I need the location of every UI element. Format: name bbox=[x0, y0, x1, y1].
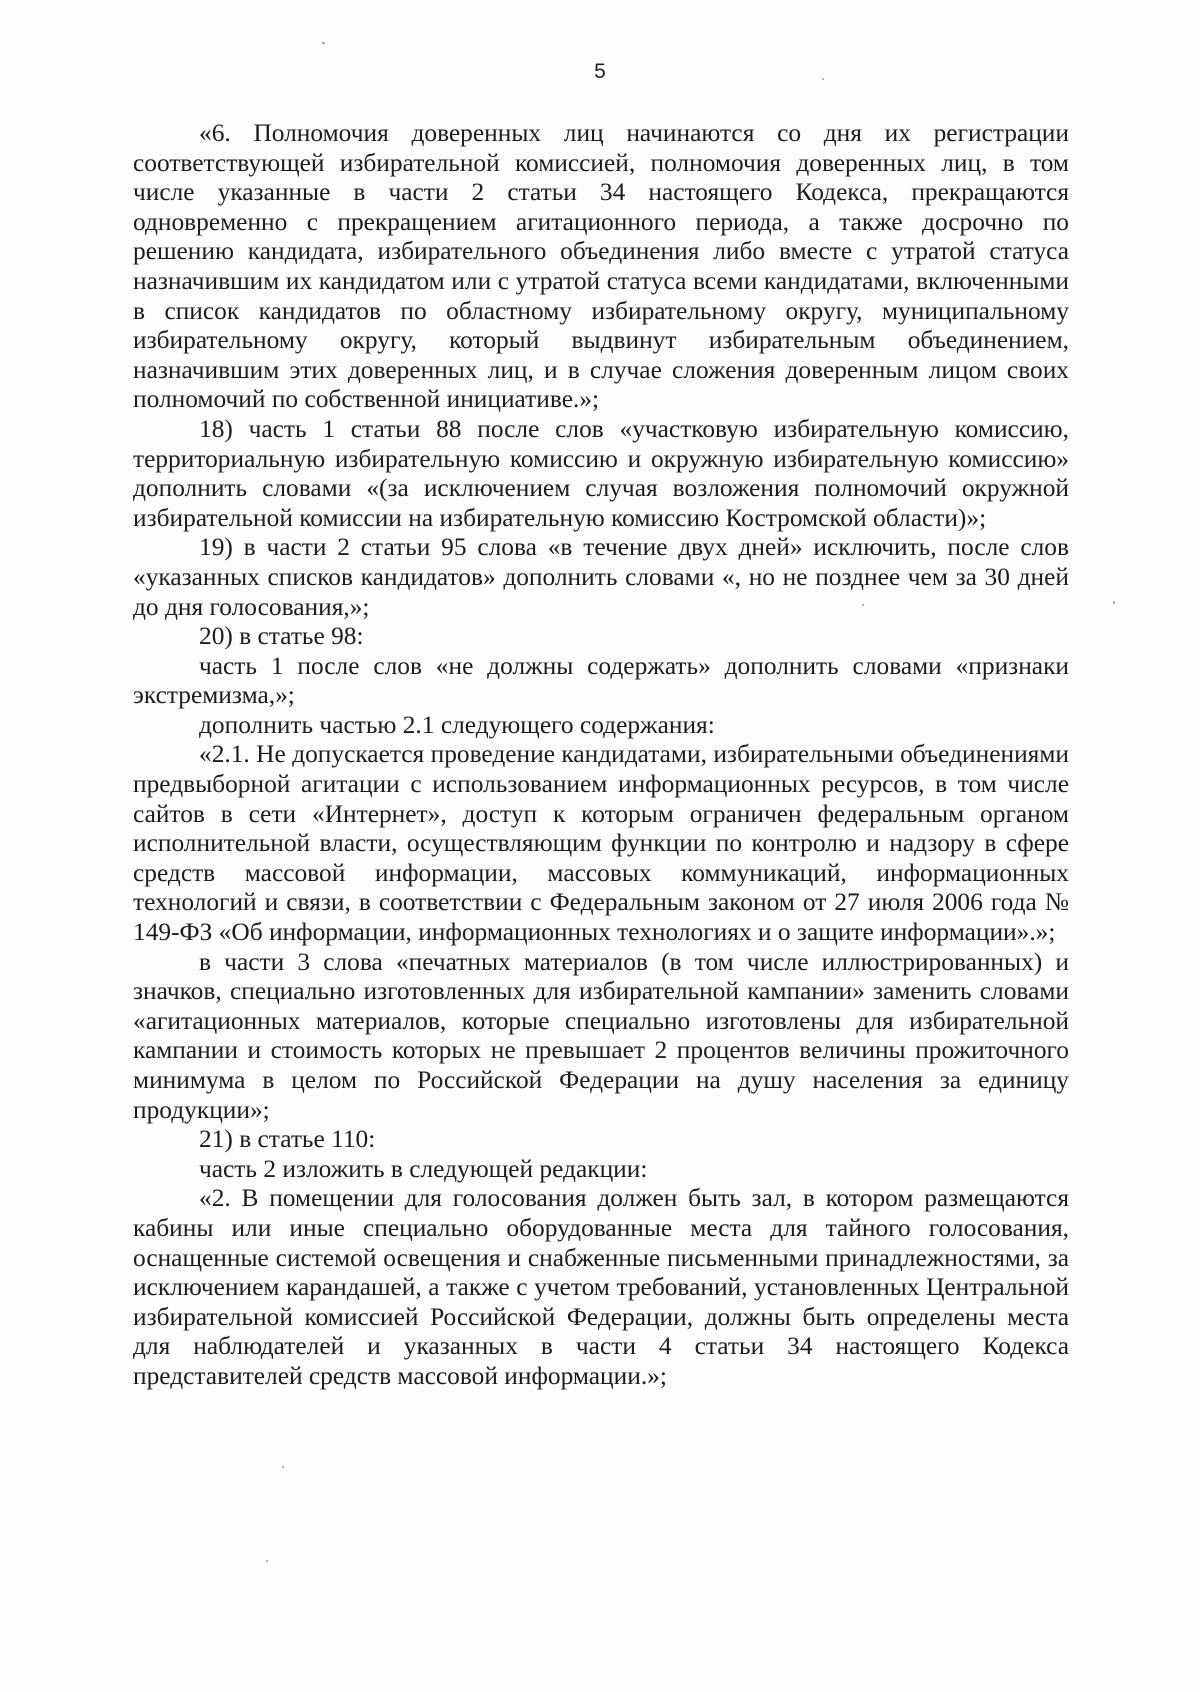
scan-speck bbox=[822, 78, 824, 80]
paragraph-part-2-article-110-text: «2. В помещении для голосования должен быть зал, в котором размещаются кабины или иные специально оборудованные места для тайного голосования, оснащенные системой освещения и снабженные письменными принадлежностями, за исключением карандашей, а также с учетом требований, установленных Центральной избирательной комиссией Российской Федерации, должны быть определены места для наблюдателей и указанных в части 4 статьи 34 настоящего Кодекса представителей средств массовой информации.»; bbox=[133, 1184, 1069, 1390]
paragraph-add-part-2-1: дополнить частью 2.1 следующего содержания: bbox=[199, 710, 715, 739]
paragraph-item-20: 20) в статье 98: bbox=[199, 622, 364, 651]
paragraph-part-1-article-98: часть 1 после слов «не должны содержать» дополнить словами «признаки экстремизма,»; bbox=[133, 651, 1069, 710]
scan-speck bbox=[266, 1560, 268, 1562]
page-number: 5 bbox=[594, 60, 606, 83]
paragraph-item-19: 19) в части 2 статьи 95 слова «в течение двух дней» исключить, после слов «указанных списков кандидатов» дополнить словами «, но не позднее чем за 30 дней до дня голосования,»; bbox=[133, 533, 1069, 621]
document-body bbox=[133, 119, 1069, 1392]
paragraph-item-21: 21) в статье 110: bbox=[199, 1125, 376, 1154]
scan-speck bbox=[862, 604, 864, 606]
scan-speck bbox=[282, 1466, 284, 1468]
paragraph-doverennye-litsa: «6. Полномочия доверенных лиц начинаются со дня их регистрации соответствующей избирательной комиссией, полномочия доверенных лиц, в том числе указанные в части 2 статьи 34 настоящего Кодекса, прекращаются одновременно с прекращением агитационного периода, а также досрочно по решению кандидата, избирательного объединения либо вместе с утратой статуса назначившим их кандидатом или с утратой статуса всеми кандидатами, включенными в список кандидатов по областному избирательному округу, муниципальному избирательному округу, который выдвинут избирательным объединением, назначившим этих доверенных лиц, и в случае сложения доверенным лицом своих полномочий по собственной инициативе.»; bbox=[133, 119, 1069, 414]
paragraph-item-18: 18) часть 1 статьи 88 после слов «участковую избирательную комиссию, территориальную избирательную комиссию и окружную избирательную комиссию» дополнить словами «(за исключением случая возложения полномочий окружной избирательной комиссии на избирательную комиссию Костромской области)»; bbox=[133, 414, 1069, 532]
scan-speck bbox=[322, 42, 325, 44]
paragraph-part-3-article-98: в части 3 слова «печатных материалов (в том числе иллюстрированных) и значков, специально изготовленных для избирательной кампании» заменить словами «агитационных материалов, которые специально изготовлены для избирательной кампании и стоимость которых не превышает 2 процентов величины прожиточного минимума в целом по Российской Федерации на душу населения за единицу продукции»; bbox=[133, 947, 1069, 1124]
scan-speck bbox=[1113, 601, 1115, 604]
paragraph-part-2-new-edition: часть 2 изложить в следующей редакции: bbox=[199, 1154, 648, 1183]
paragraph-part-2-1-text: «2.1. Не допускается проведение кандидатами, избирательными объединениями предвыборной агитации с использованием информационных ресурсов, в том числе сайтов в сети «Интернет», доступ к которым ограничен федеральным органом исполнительной власти, осуществляющим функции по контролю и надзору в сфере средств массовой информации, массовых коммуникаций, информационных технологий и связи, в соответствии с Федеральным законом от 27 июля 2006 года № 149-ФЗ «Об информации, информационных технологиях и о защите информации».»; bbox=[133, 740, 1069, 947]
